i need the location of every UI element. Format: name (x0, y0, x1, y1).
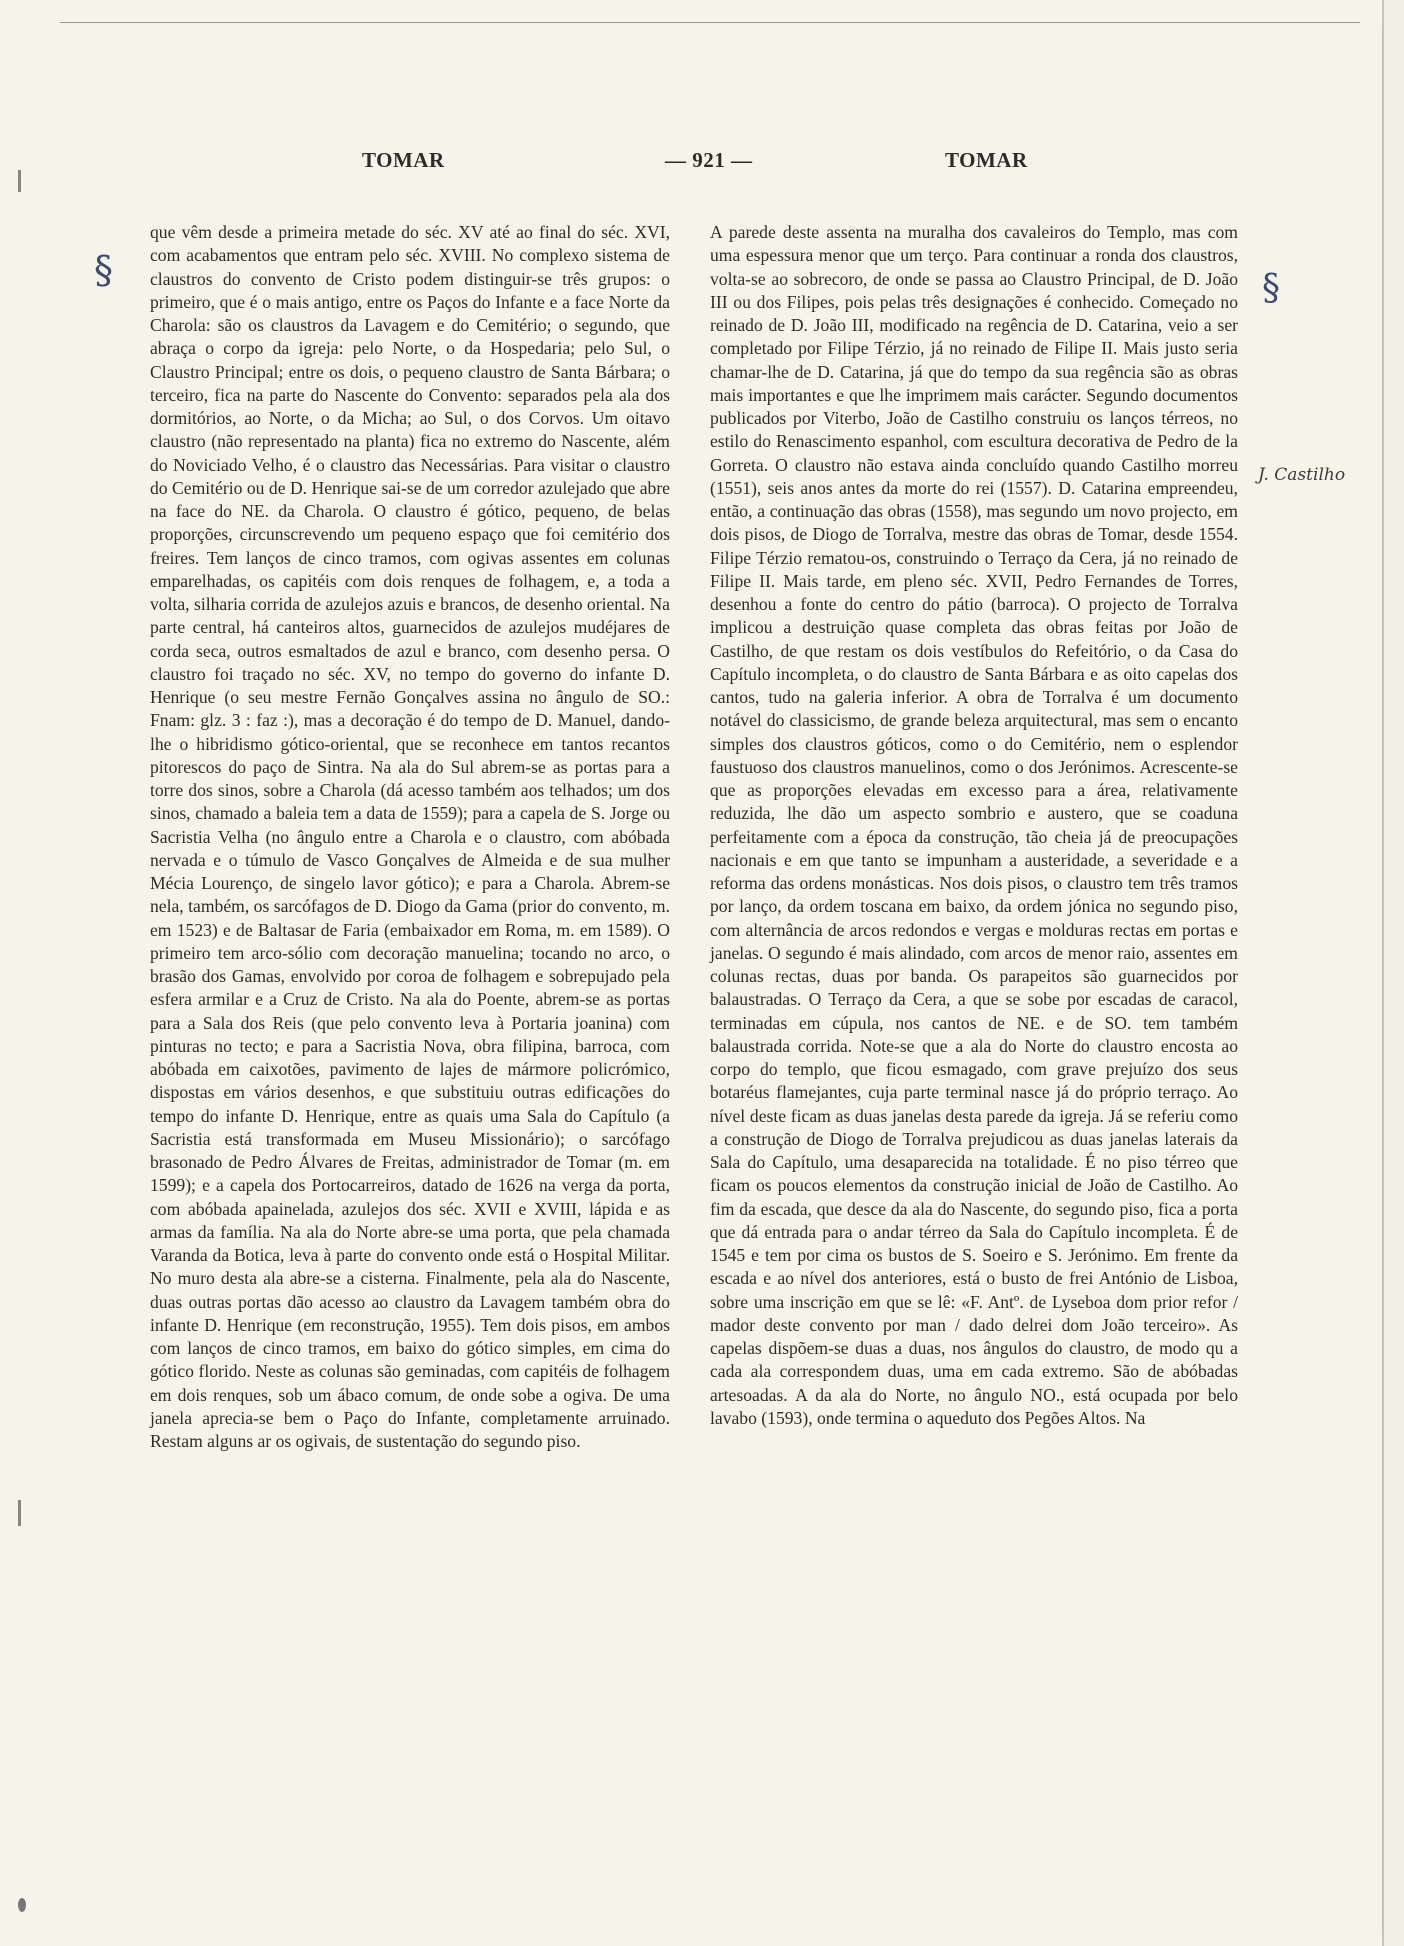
running-header (150, 148, 1250, 178)
right-column-text: A parede deste assenta na muralha dos cavaleiros do Templo, mas com uma espessura menor que um terço. Para continuar a ronda dos claustros, volta-se ao sobrecoro, de onde se passa ao Claustro Principal, de D. João III ou dos Filipes, pois pelas três designações é conhecido. Começado no reinado de D. João III, modificado na regência de D. Catarina, veio a ser completado por Filipe Térzio, já no reinado de Filipe II. Mais justo seria chamar-lhe de D. Catarina, já que do tempo da sua regência são as obras mais importantes e que lhe imprimem mais carácter. Segundo documentos publicados por Viterbo, João de Castilho construiu os lanços térreos, no estilo do Renascimento espanhol, com escultura decorativa de Pedro de la Gorreta. O claustro não estava ainda concluído quando Castilho morreu (1551), seis anos antes da morte do rei (1557). D. Catarina empreendeu, então, a continuação das obras (1558), mas segundo um novo projecto, em dois pisos, de Diogo de Torralva, mestre das obras de Tomar, desde 1554. Filipe Térzio rematou-os, construindo o Terraço da Cera, já no reinado de Filipe II. Mais tarde, em pleno séc. XVII, Pedro Fernandes de Torres, desenhou a fonte do centro do pátio (barroca). O projecto de Torralva implicou a destruição quase completa das obras feitas por João de Castilho, de que restam os dois vestíbulos do Refeitório, o da Casa do Capítulo incompleta, o do claustro de Santa Bárbara e as oito capelas dos cantos, tudo na galeria inferior. A obra de Torralva é um documento notável do classicismo, de grande beleza arquitectural, mas sem o encanto simples dos claustros góticos, como o do Cemitério, nem o esplendor faustuoso dos claustros manuelinos, como o dos Jerónimos. Acrescente-se que as proporções elevadas em excesso para a área, relativamente reduzida, lhe dão um aspecto sombrio e austero, que se coaduna perfeitamente com a época da construção, tão cheia já de preocupações nacionais e em que tanto se impunham a austeridade, a severidade e a reforma das ordens monásticas. Nos dois pisos, o claustro tem três tramos por lanço, da ordem toscana em baixo, da ordem jónica no segundo piso, com alternância de arcos redondos e vergas e molduras rectas em portas e janelas. O segundo é mais alindado, com arcos de menor raio, assentes em colunas rectas, duas por banda. Os parapeitos são guarnecidos por balaustradas. O Terraço da Cera, a que se sobe por escadas de caracol, terminadas em cúpula, nos cantos de NE. e de SO. tem também balaustrada corrida. Note-se que a ala do Norte do claustro encosta ao corpo do templo, que ficou esmagado, com grave prejuízo dos seus botaréus flamejantes, cuja parte terminal nasce já do próprio terraço. Ao nível deste ficam as duas janelas desta parede da igreja. Já se referiu como a construção de Diogo de Torralva prejudicou as duas janelas laterais da Sala do Capítulo, uma desaparecida na totalidade. É no piso térreo que ficam os poucos elementos da construção inicial de João de Castilho. Ao fim da escada, que desce da ala do Nascente, do segundo piso, fica a porta que dá entrada para o andar térreo da Sala do Capítulo incompleta. É de 1545 e tem por cima os bustos de S. Soeiro e S. Jerónimo. Em frente da escada e ao nível dos anteriores, está o busto de frei António de Lisboa, sobre uma inscrição em que se lê: «F. Antº. de Lyseboa dom prior refor / mador deste convento por man / dado delrei dom João terceiro». As capelas dispõem-se duas a duas, nos ângulos do claustro, de modo qu a cada ala correspondem duas, uma em cada extremo. São de abóbadas artesoadas. A da ala do Norte, no ângulo NO., está ocupada por belo lavabo (1593), onde termina o aqueduto dos Pegões Altos. Na (710, 222, 1238, 1428)
header-left-title: TOMAR (362, 148, 445, 172)
left-column (150, 221, 670, 1453)
binding-mark (18, 170, 21, 192)
section-mark-right: § (1262, 268, 1280, 309)
margin-annotation: J. Castilho (1258, 465, 1346, 485)
ink-speck (18, 1898, 26, 1912)
left-column-text: que vêm desde a primeira metade do séc. XV até ao final do séc. XVI, com acabamentos que entram pelo séc. XVIII. No complexo sistema de claustros do convento de Cristo podem distinguir-se três grupos: o primeiro, que é o mais antigo, entre os Paços do Infante e a face Norte da Charola: são os claustros da Lavagem e do Cemitério; o segundo, que abraça o corpo da igreja: pelo Norte, o da Hospedaria; pelo Sul, o Claustro Principal; entre os dois, o pequeno claustro de Santa Bárbara; o terceiro, fica na parte do Nascente do Convento: separados pela ala dos dormitórios, ao Norte, o da Micha; ao Sul, o dos Corvos. Um oitavo claustro (não representado na planta) fica no extremo do Nascente, além do Noviciado Velho, é o claustro das Necessárias. Para visitar o claustro do Cemitério ou de D. Henrique sai-se de um corredor azulejado que abre na face do NE. da Charola. O claustro é gótico, pequeno, de belas proporções, circunscrevendo um pequeno espaço que foi cemitério dos freires. Tem lanços de cinco tramos, com ogivas assentes em colunas emparelhadas, os capitéis com dois renques de folhagem, e, a toda a volta, silharia corrida de azulejos azuis e brancos, de desenho oriental. Na parte central, há canteiros altos, guarnecidos de azulejos mudéjares de corda seca, outros esmaltados de azul e branco, com desenho persa. O claustro foi traçado no séc. XV, no tempo do governo do infante D. Henrique (o seu mestre Fernão Gonçalves assina no ângulo de SO.: Fnam: glz. 3 : faz :), mas a decoração é do tempo de D. Manuel, dando-lhe o hibridismo gótico-oriental, que se reconhece em tantos recantos pitorescos do paço de Sintra. Na ala do Sul abrem-se as portas para a torre dos sinos, sobre a Charola (dá acesso também aos telhados; um dos sinos, chamado a baleia tem a data de 1559); para a capela de S. Jorge ou Sacristia Velha (no ângulo entre a Charola e o claustro, com abóbada nervada e o túmulo de Vasco Gonçalves de Almeida e de sua mulher Mécia Lourenço, de singelo lavor gótico); e para a Charola. Abrem-se nela, também, os sarcófagos de D. Diogo da Gama (prior do convento, m. em 1523) e de Baltasar de Faria (embaixador em Roma, m. em 1589). O primeiro tem arco-sólio com decoração manuelina; tocando no arco, o brasão dos Gamas, envolvido por coroa de folhagem e sobrepujado pela esfera armilar e a Cruz de Cristo. Na ala do Poente, abrem-se as portas para a Sala dos Reis (que pelo convento leva à Portaria joanina) com pinturas no tecto; e para a Sacristia Nova, obra filipina, barroca, com abóbada em caixotões, pavimento de lajes de mármore policrómico, dispostas em vários desenhos, e que substituiu outras edificações do tempo do infante D. Henrique, entre as quais uma Sala do Capítulo (a Sacristia está transformada em Museu Missionário); o sarcófago brasonado de Pedro Álvares de Freitas, administrador de Tomar (m. em 1599); e a capela dos Portocarreiros, datado de 1626 na verga da porta, com abóbada apainelada, azulejos dos séc. XVII e XVIII, lápida e as armas da família. Na ala do Norte abre-se uma porta, que pela chamada Varanda da Botica, leva à parte do convento onde está o Hospital Militar. No muro desta ala abre-se a cisterna. Finalmente, pela ala do Nascente, duas outras portas dão acesso ao claustro da Lavagem também obra do infante D. Henrique (em reconstrução, 1955). Tem dois pisos, em ambos com lanços de cinco tramos, em baixo do gótico simples, em cima do gótico florido. Neste as colunas são geminadas, com capitéis de folhagem em dois renques, sob um ábaco comum, de onde sobe a ogiva. De uma janela aprecia-se bem o Paço do Infante, completamente arruinado. Restam alguns ar os ogivais, de sustentação do segundo piso. (150, 222, 670, 1451)
right-column (710, 221, 1238, 1430)
binding-mark (18, 1500, 21, 1526)
header-right-title: TOMAR (945, 148, 1028, 172)
page-number: — 921 — (665, 148, 753, 172)
right-edge (1382, 30, 1383, 1930)
top-rule (60, 22, 1360, 23)
section-mark-left: § (94, 248, 113, 292)
